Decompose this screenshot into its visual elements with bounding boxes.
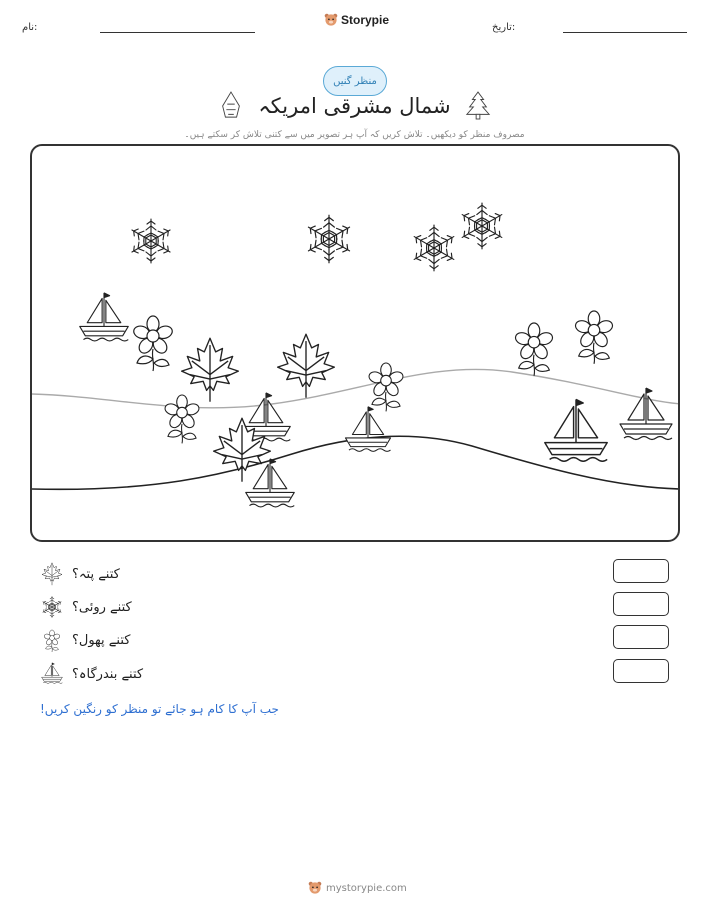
snowflake-icon [412,225,457,271]
date-label: تاریخ: [492,22,516,33]
instructions: مصروف منظر کو دیکھیں۔ تلاش کریں کہ آپ ہر تصویر میں سے کتنی تلاش کر سکتے ہیں۔ [184,130,525,140]
answer-box-flowers[interactable] [613,625,669,649]
name-line[interactable] [100,32,255,33]
sailboat-icon [40,662,64,686]
storypie-logo [324,13,389,27]
scene-drawing [32,146,680,542]
coloring-note: جب آپ کا کام ہو جائے تو منظر کو رنگین کریں! [40,702,279,716]
snowflake-icon [306,215,353,263]
answer-box-snowflakes[interactable] [613,592,669,616]
snowflake-icon [40,595,64,619]
sailboat-icon [545,399,607,461]
date-line[interactable] [563,32,687,33]
answer-box-boats[interactable] [613,659,669,683]
maple-leaf-icon [278,334,335,397]
sailboat-icon [80,293,129,341]
flower-icon [368,363,405,411]
question-text: کتنے پھول؟ [72,632,131,648]
snowflake-icon [460,203,505,249]
name-label: نام: [22,22,38,33]
category-badge: منظر گنیں [323,66,387,96]
title-row [0,88,709,124]
flower-icon [40,628,64,652]
flower-icon [514,323,554,376]
maple-leaf-icon [40,562,64,586]
pine-tree-icon [465,91,491,121]
flower-icon [164,395,201,443]
site-url[interactable]: mystorypie.com [326,882,407,894]
site-footer[interactable] [308,881,407,895]
page-title: شمال مشرقی امریکہ [258,94,451,118]
busy-scene [30,144,680,542]
maple-leaf-icon [182,338,239,401]
flower-icon [574,311,614,364]
question-snowflakes [40,595,132,619]
sailboat-icon [345,407,390,452]
snowflake-icon [129,219,172,263]
arrowhead-icon [218,91,244,121]
answer-box-leaves[interactable] [613,559,669,583]
question-text: کتنے روئی؟ [72,599,132,615]
question-leaves [40,562,120,586]
question-text: کتنے پتہ؟ [72,566,120,582]
question-text: کتنے بندرگاہ؟ [72,666,144,682]
question-flowers [40,628,130,652]
bear-logo-icon [324,13,338,27]
sailboat-icon [620,388,672,440]
bear-logo-icon [308,881,322,895]
question-boats [40,662,143,686]
flower-icon [132,316,174,371]
brand-name: Storypie [341,13,390,27]
